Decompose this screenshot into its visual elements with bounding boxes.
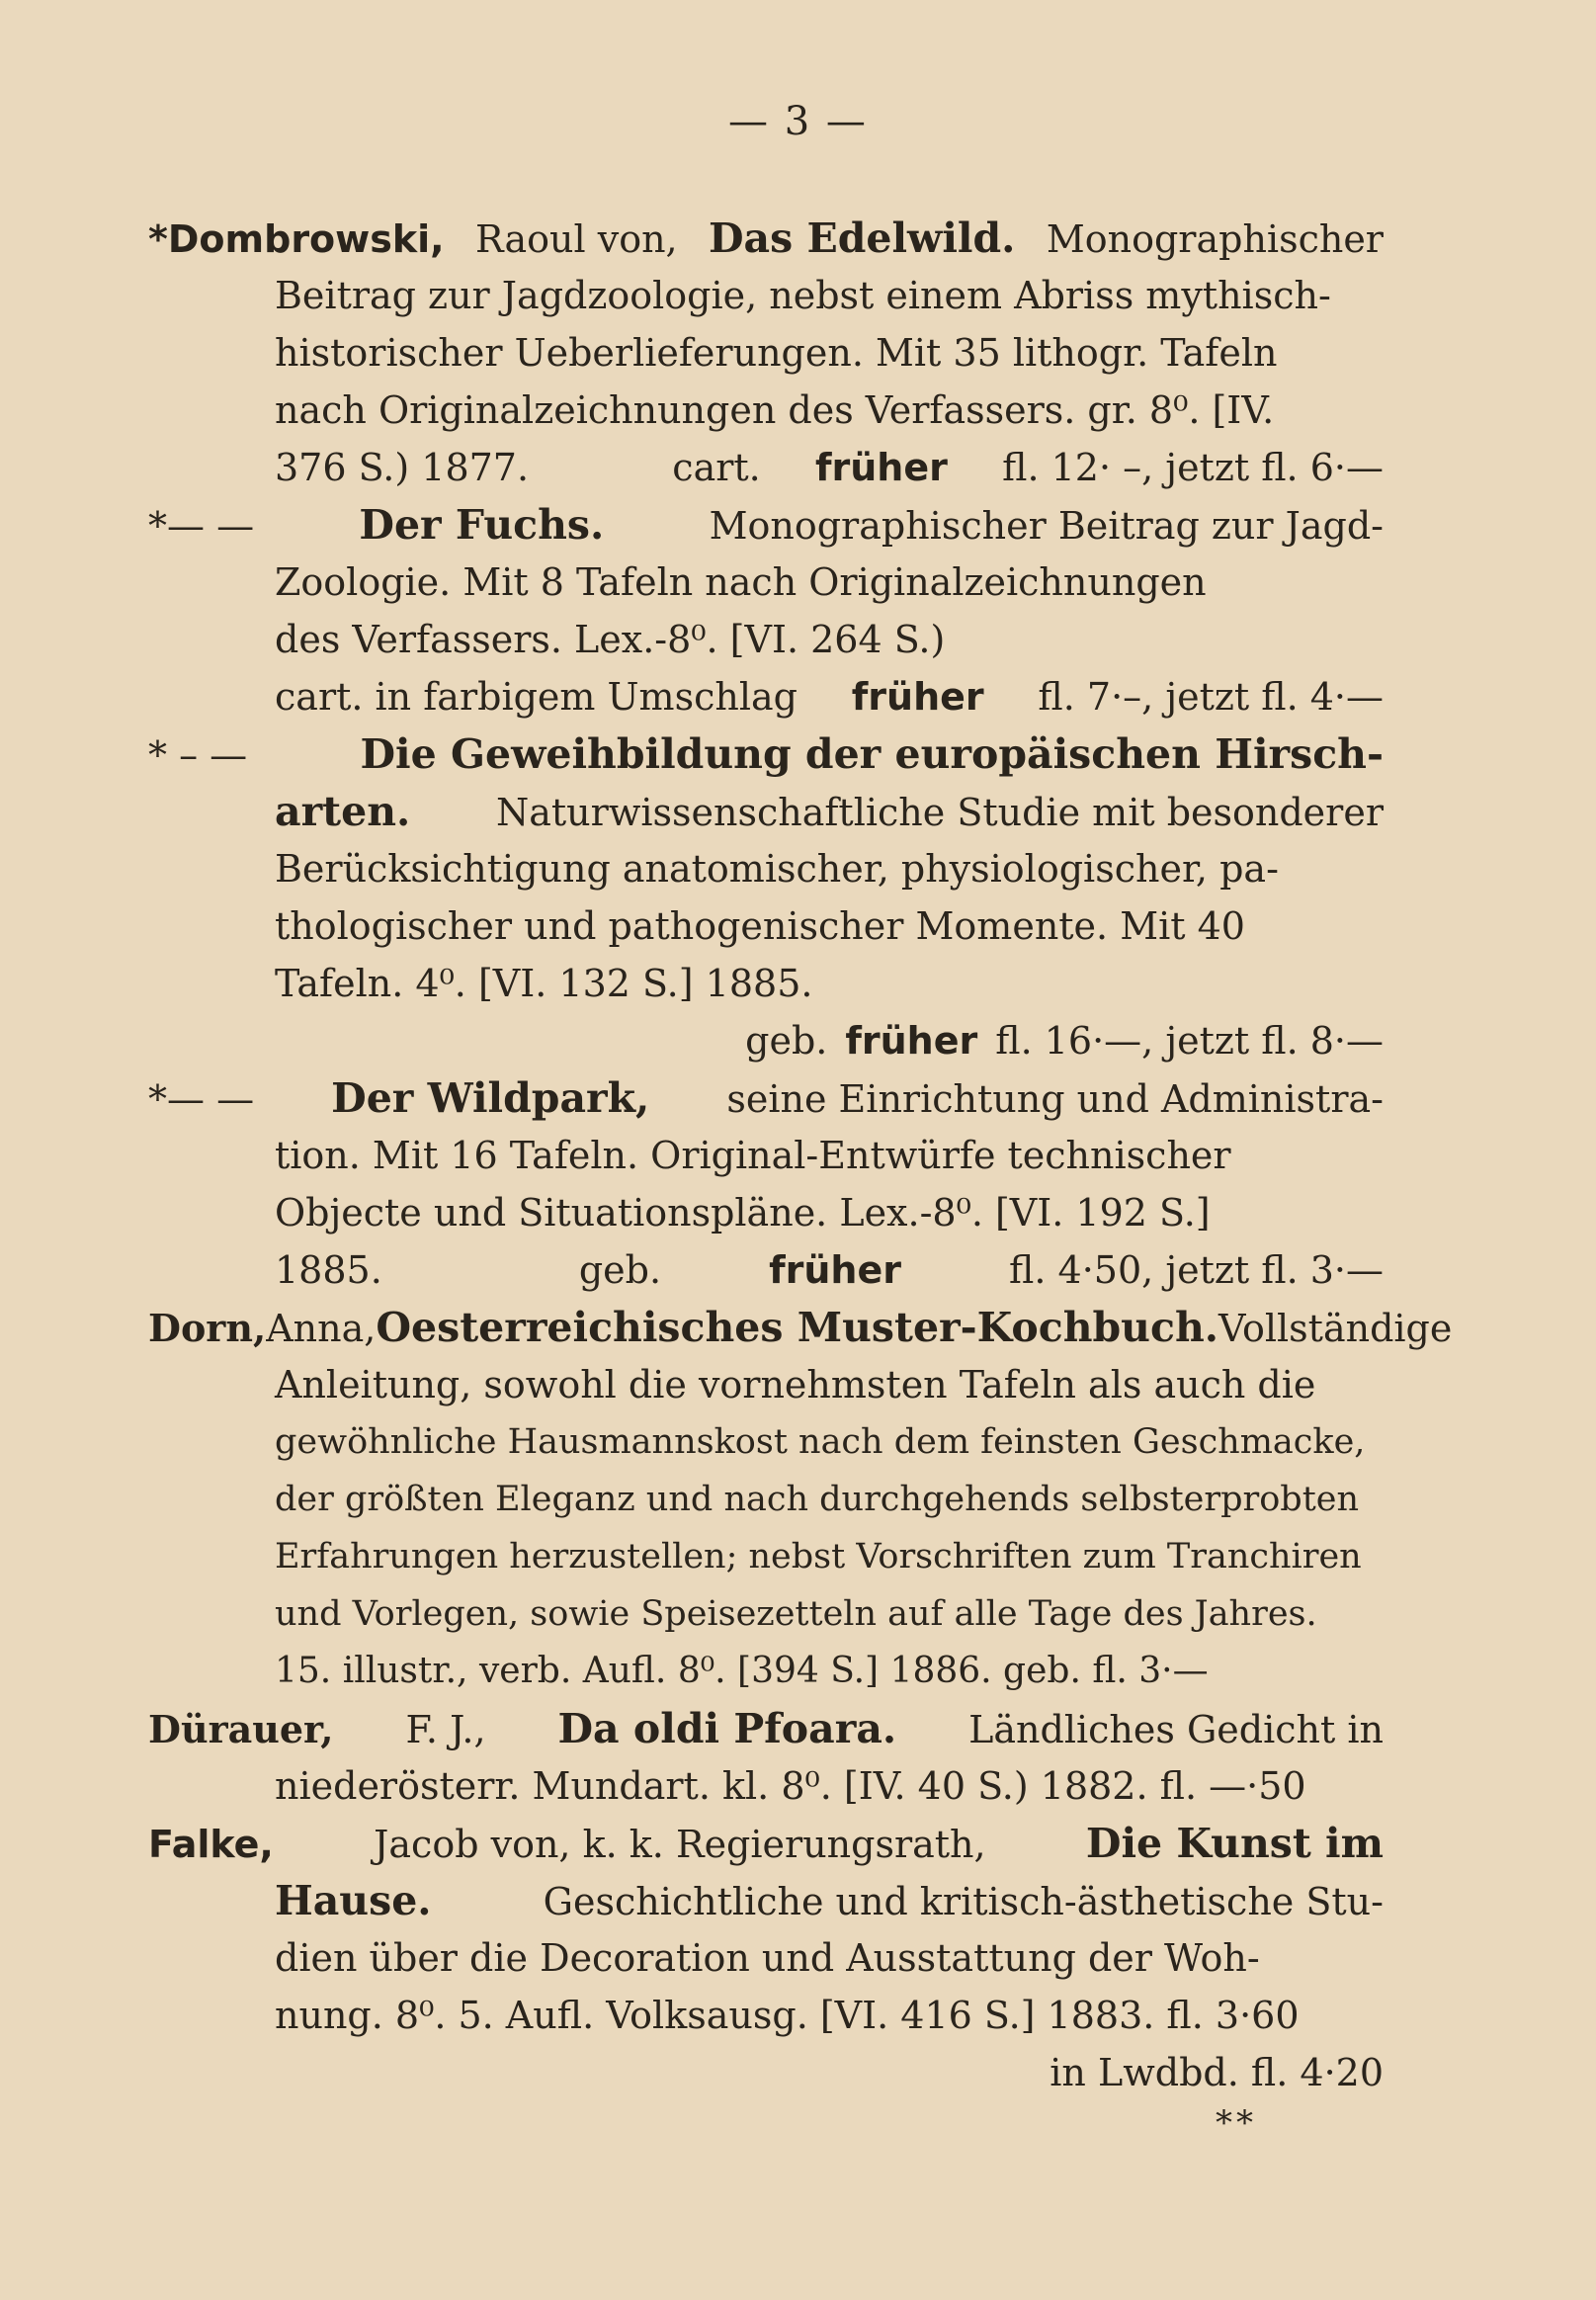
catalog-entry-der-fuchs <box>148 496 1384 725</box>
entry-text: Zoologie. Mit 8 Tafeln nach Originalzeichnungen <box>275 560 1207 604</box>
entry-text: der größten Eleganz und nach durchgehends selbsterprobten <box>275 1480 1360 1519</box>
author-detail: F. J., <box>405 1708 486 1751</box>
price-line <box>148 1241 1384 1299</box>
book-title: Oesterreichisches Muster-Kochbuch. <box>376 1304 1219 1351</box>
entry-line <box>148 1872 1384 1929</box>
entry-text: Monographischer <box>1046 217 1384 261</box>
entry-text: Anleitung, sowohl die vornehmsten Tafeln als auch die <box>275 1363 1316 1406</box>
book-title: Der Wildpark, <box>331 1074 650 1122</box>
author-name: Dürauer, <box>148 1707 334 1751</box>
page-number: — 3 — <box>728 99 868 144</box>
entry-line <box>148 267 1384 324</box>
entry-line <box>148 897 1384 955</box>
price: fl. 12· –, jetzt fl. 6·— <box>1002 446 1384 489</box>
book-title: Das Edelwild. <box>709 214 1016 262</box>
author-name: *Dombrowski, <box>148 217 445 261</box>
entry-line <box>148 210 1384 267</box>
price-line <box>148 1757 1384 1815</box>
entry-text: 376 S.) 1877. <box>275 446 530 489</box>
entry-text: Naturwissenschaftliche Studie mit besonderer <box>496 791 1384 834</box>
catalog-entry-duerauer <box>148 1700 1384 1815</box>
entry-line <box>148 382 1384 439</box>
entry-line <box>148 725 1384 783</box>
entry-line <box>148 1471 1384 1528</box>
entry-text: historischer Ueberlieferungen. Mit 35 lithogr. Tafeln <box>275 331 1278 375</box>
entry-text: und Vorlegen, sowie Speisezetteln auf alle Tage des Jahres. <box>275 1594 1317 1634</box>
entry-line <box>148 955 1384 1012</box>
entry-line <box>148 1413 1384 1471</box>
author-name: Dorn, <box>148 1306 267 1350</box>
book-title: Da oldi Pfoara. <box>557 1705 897 1752</box>
entry-line <box>148 1299 1453 1356</box>
entry-line <box>148 840 1384 897</box>
entry-text: nung. 8⁰. 5. Aufl. Volksausg. [VI. 416 S.] 1883. fl. 3·60 <box>275 1994 1300 2037</box>
book-title-continued: Hause. <box>275 1877 432 1924</box>
price: in Lwdbd. fl. 4·20 <box>1050 2051 1384 2094</box>
entry-line <box>148 783 1384 840</box>
ditto-mark: *— — <box>148 504 255 548</box>
entry-text: Ländliches Gedicht in <box>968 1708 1384 1751</box>
entry-line <box>148 1069 1384 1127</box>
entry-line <box>148 1815 1384 1872</box>
entry-line <box>148 1127 1384 1184</box>
price: fl. 4·50, jetzt fl. 3·— <box>1009 1248 1384 1292</box>
entry-line <box>148 1929 1384 1987</box>
book-title: Die Kunst im <box>1085 1820 1384 1867</box>
catalog-entry-falke-kunst <box>148 1815 1384 2101</box>
price-line <box>148 2044 1384 2101</box>
entry-line <box>148 1987 1384 2044</box>
catalog-entry-geweihbildung <box>148 725 1384 1069</box>
catalog-entries <box>148 210 1453 2101</box>
entry-text: Vollständige <box>1218 1307 1453 1350</box>
binding: geb. <box>578 1248 662 1292</box>
entry-line <box>148 554 1384 611</box>
ditto-mark: * – — <box>148 733 248 777</box>
entry-text: thologischer und pathogenischer Momente. Mit 40 <box>275 904 1245 948</box>
footer-asterisks: ** <box>1216 2103 1257 2143</box>
price: fl. 7·–, jetzt fl. 4·— <box>1038 675 1384 719</box>
entry-text: Objecte und Situationspläne. Lex.-8⁰. [VI. 192 S.] <box>275 1191 1211 1235</box>
price: fl. 16·—, jetzt fl. 8·— <box>995 1019 1384 1063</box>
price-label-former: früher <box>851 675 984 719</box>
entry-text: nach Originalzeichnungen des Verfassers. gr. 8⁰. [IV. <box>275 388 1275 432</box>
entry-text: 1885. <box>275 1248 382 1292</box>
binding: geb. <box>745 1019 828 1063</box>
price-label-former: früher <box>814 446 948 489</box>
price-label-former: früher <box>845 1019 978 1063</box>
entry-text: Geschichtliche und kritisch-ästhetische Stu- <box>543 1880 1384 1923</box>
binding: cart. <box>672 446 761 489</box>
entry-text: Tafeln. 4⁰. [VI. 132 S.] 1885. <box>275 962 813 1005</box>
entry-line <box>148 1585 1384 1643</box>
author-detail: Raoul von, <box>475 217 678 261</box>
entry-text: Berücksichtigung anatomischer, physiologischer, pa- <box>275 847 1279 891</box>
entry-text: 15. illustr., verb. Aufl. 8⁰. [394 S.] 1886. geb. fl. 3·— <box>275 1651 1209 1691</box>
entry-line <box>148 1356 1384 1413</box>
entry-text: Monographischer Beitrag zur Jagd- <box>709 504 1384 548</box>
binding: cart. in farbigem Umschlag <box>275 675 798 719</box>
entry-line <box>148 611 1384 668</box>
book-title: Die Geweihbildung der europäischen Hirsch- <box>360 730 1384 778</box>
author-detail: Jacob von, k. k. Regierungsrath, <box>374 1823 986 1866</box>
author-detail: Anna, <box>266 1307 377 1350</box>
catalog-entry-dombrowski-edelwild <box>148 210 1384 496</box>
author-name: Falke, <box>148 1823 274 1866</box>
ditto-mark: *— — <box>148 1077 255 1121</box>
entry-line <box>148 1528 1384 1585</box>
catalog-entry-dorn-kochbuch <box>148 1299 1453 1700</box>
entry-line <box>148 324 1384 382</box>
entry-text: dien über die Decoration und Ausstattung der Woh- <box>275 1936 1260 1980</box>
price-line <box>148 439 1384 496</box>
entry-text: des Verfassers. Lex.-8⁰. [VI. 264 S.) <box>275 618 946 661</box>
book-title-continued: arten. <box>275 788 411 835</box>
entry-text: Beitrag zur Jagdzoologie, nebst einem Abriss mythisch- <box>275 274 1331 317</box>
entry-line <box>148 496 1384 554</box>
entry-line <box>148 1184 1384 1241</box>
entry-line <box>148 1700 1384 1757</box>
entry-text: tion. Mit 16 Tafeln. Original-Entwürfe technischer <box>275 1134 1231 1177</box>
entry-text: seine Einrichtung und Administra- <box>726 1077 1384 1121</box>
entry-text: gewöhnliche Hausmannskost nach dem feinsten Geschmacke, <box>275 1422 1366 1462</box>
price-line <box>148 668 1384 725</box>
price-label-former: früher <box>769 1248 901 1292</box>
entry-text: niederösterr. Mundart. kl. 8⁰. [IV. 40 S.) 1882. fl. —·50 <box>275 1764 1306 1808</box>
catalog-entry-der-wildpark <box>148 1069 1384 1299</box>
price-line <box>148 1012 1384 1069</box>
price-line <box>148 1643 1384 1700</box>
entry-text: Erfahrungen herzustellen; nebst Vorschriften zum Tranchiren <box>275 1537 1362 1576</box>
book-title: Der Fuchs. <box>359 501 605 549</box>
